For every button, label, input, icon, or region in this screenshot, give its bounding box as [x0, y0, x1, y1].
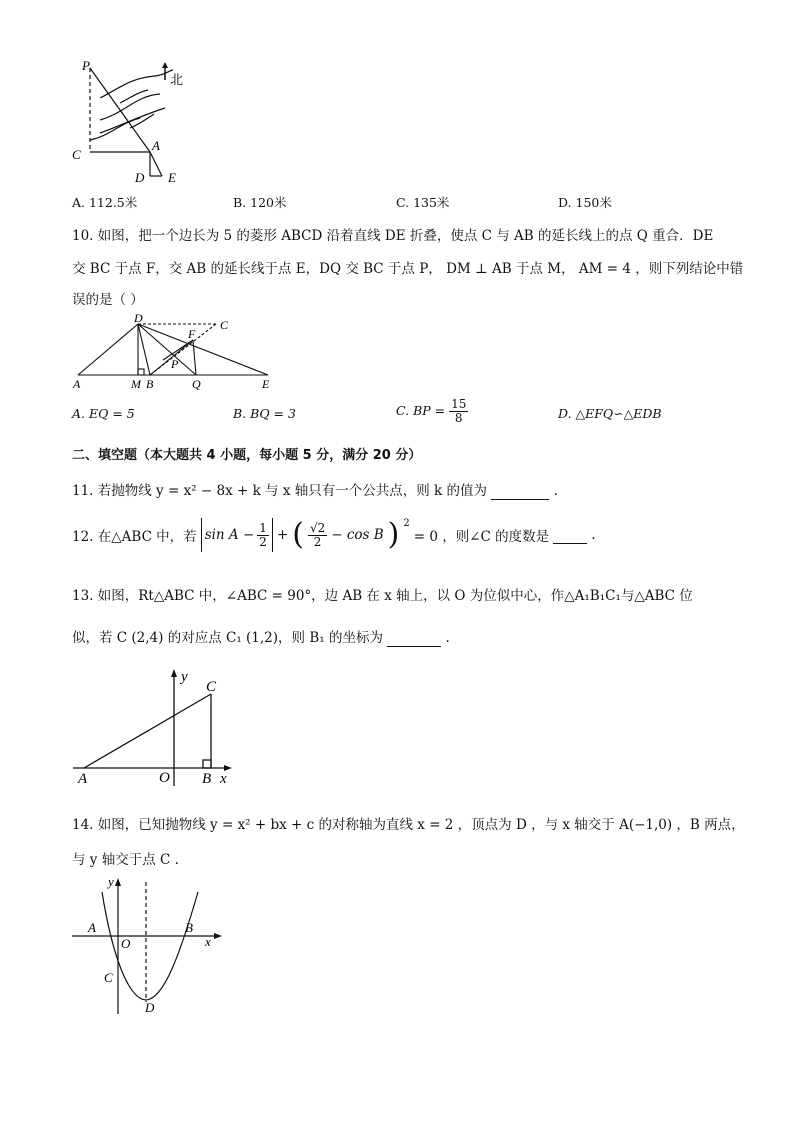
q13-label-y: y: [181, 669, 188, 685]
q14-label-A: A: [88, 920, 96, 935]
q11-answer-blank: [491, 483, 549, 500]
q11-text: [72, 479, 558, 500]
q12-frac-1: [257, 522, 269, 549]
q12-frac-2-num: √2: [309, 520, 326, 535]
q12-text-post: .: [591, 527, 596, 543]
q9-label-A: A: [152, 138, 160, 153]
q9-option-a: A. 112.5米: [72, 195, 138, 210]
q13-label-B: B: [202, 771, 212, 787]
q10-figure: [68, 310, 283, 395]
q10-text-line3: 误的是（ ）: [72, 292, 144, 308]
q10-option-c: [396, 398, 468, 425]
q10-text-line2: 交 BC 于点 F，交 AB 的延长线于点 E，DQ 交 BC 于点 P， DM ⊥ AB 于点 M， AM = 4 ，则下列结论中错: [72, 261, 744, 277]
q10-option-c-den: 8: [454, 411, 463, 425]
q10-option-a: A. EQ = 5: [72, 406, 135, 421]
q13-text-line2: [72, 626, 450, 647]
q12-paren-left: (: [292, 517, 304, 552]
q14-text-line2: 与 y 轴交于点 C .: [72, 852, 179, 868]
q10-option-d: D. △EFQ∽△EDB: [558, 406, 662, 421]
q12-frac-2-den: 2: [313, 534, 322, 549]
q10-label-D: D: [134, 311, 143, 325]
q13-text-line2-post: .: [445, 630, 450, 646]
q10-label-E: E: [262, 377, 270, 391]
q14-label-O: O: [121, 936, 131, 951]
q12-text: [72, 518, 595, 552]
q9-option-d: D. 150米: [558, 195, 612, 210]
q10-label-M: M: [131, 377, 141, 391]
q14-label-C: C: [104, 970, 113, 985]
q10-option-c-text: C. BP =: [396, 403, 446, 418]
q13-text-line1: 13. 如图，Rt△ABC 中，∠ABC = 90°，边 AB 在 x 轴上，以 O 为位似中心，作△A₁B₁C₁与△ABC 位: [72, 588, 693, 604]
q10-label-C: C: [220, 318, 229, 332]
q14-text-line1: 14. 如图，已知抛物线 y = x² + bx + c 的对称轴为直线 x = 2 ，顶点为 D ，与 x 轴交于 A(−1,0) ，B 两点，: [72, 817, 745, 833]
q13-label-A: A: [78, 771, 88, 787]
q14-figure: [68, 874, 228, 1019]
q14-label-D: D: [145, 1000, 155, 1015]
q12-frac-1-den: 2: [259, 534, 267, 549]
q10-label-F: F: [188, 327, 196, 341]
q11-text-post: .: [553, 483, 558, 499]
q13-figure: [68, 664, 248, 789]
q14-label-x: x: [205, 934, 211, 949]
q10-option-c-fraction: [449, 398, 468, 425]
q13-label-C: C: [206, 679, 217, 695]
q9-label-D: D: [135, 170, 145, 185]
q9-label-P: P: [82, 58, 90, 73]
q10-text-line1: 10. 如图，把一个边长为 5 的菱形 ABCD 沿着直线 DE 折叠，使点 C 与 AB 的延长线上的点 Q 重合．DE: [72, 228, 714, 244]
q9-label-E: E: [168, 170, 176, 185]
q12-answer-blank: [553, 527, 587, 544]
q12-sin-term: sin A −: [204, 527, 255, 543]
q14-label-y: y: [108, 874, 114, 889]
section-2-heading: 二、填空题（本大题共 4 小题，每小题 5 分，满分 20 分）: [72, 448, 422, 463]
q14-label-B: B: [185, 920, 193, 935]
q12-text-pre: 12. 在△ABC 中，若: [72, 529, 197, 545]
q10-label-Q: Q: [192, 377, 201, 391]
q9-option-c: C. 135米: [396, 195, 450, 210]
q12-text-eq: = 0 ，则∠C 的度数是: [413, 529, 550, 545]
q13-label-O: O: [159, 770, 170, 786]
q13-answer-blank: [387, 630, 441, 647]
q10-label-P: P: [171, 357, 179, 371]
q10-option-c-num: 15: [451, 397, 467, 411]
q12-paren-right: ): [387, 517, 400, 552]
q9-label-C: C: [72, 147, 81, 162]
q12-frac-2: [308, 522, 327, 549]
q12-absolute-value: [201, 518, 273, 552]
q12-plus: +: [276, 527, 289, 543]
q10-label-A: A: [73, 377, 81, 391]
q11-text-pre: 11. 若抛物线 y = x² − 8x + k 与 x 轴只有一个公共点，则 k 的值为: [72, 483, 488, 499]
q9-label-north: 北: [170, 72, 184, 87]
q9-option-b: B. 120米: [233, 195, 287, 210]
q10-option-b: B. BQ = 3: [233, 406, 296, 421]
q13-label-x: x: [220, 771, 227, 787]
q13-text-line2-pre: 似，若 C (2,4) 的对应点 C₁ (1,2)，则 B₁ 的坐标为: [72, 630, 383, 646]
q12-cos-term: − cos B: [331, 527, 384, 543]
q12-square: 2: [403, 518, 410, 529]
q9-figure: [70, 58, 200, 188]
q10-label-B: B: [146, 377, 154, 391]
q12-frac-1-num: 1: [259, 520, 267, 535]
